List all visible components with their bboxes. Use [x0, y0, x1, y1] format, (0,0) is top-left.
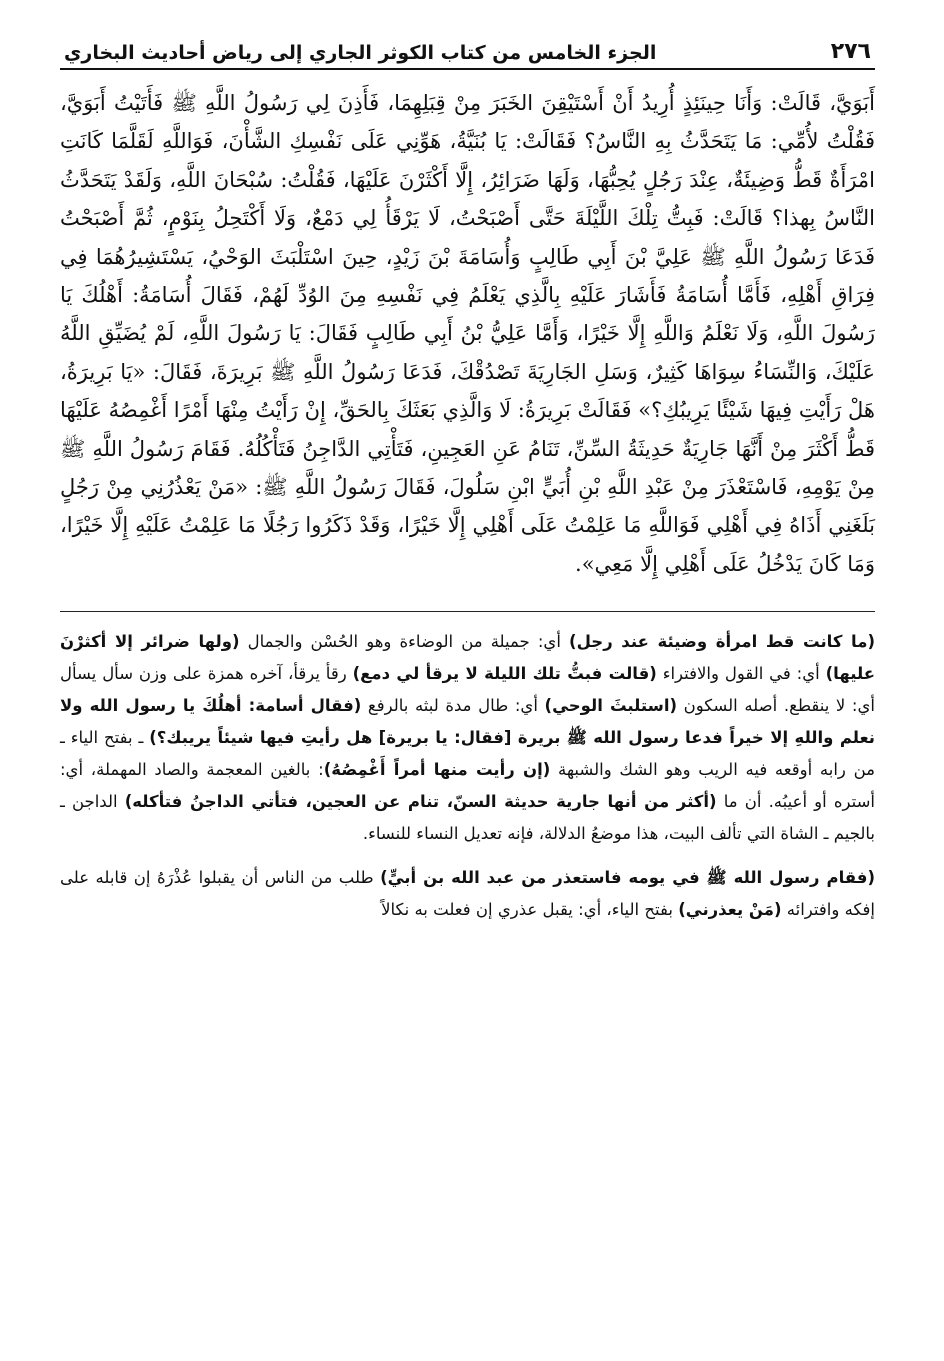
commentary-segment: (ولها ضرائر إلا أكثرْنَ عليها) [60, 632, 875, 684]
commentary-segment: : بالغين المعجمة والصاد المهملة، أي: أستره أو أعيبُه. أن ما [60, 760, 875, 812]
commentary-paragraph [60, 626, 875, 850]
commentary-segment: الداجن ـ بالجيم ـ الشاة التي تألف البيت، هذا موضعُ الدلالة، فإنه تعديل النساء للنساء. [60, 792, 875, 844]
commentary-segment: (مَنْ يعذرني) [678, 900, 782, 920]
page-header [60, 30, 875, 70]
hadith-paragraph: أَبَوَيَّ، قَالَتْ: وَأَنَا حِينَئِذٍ أُرِيدُ أَنْ أَسْتَيْقِنَ الخَبَرَ مِنْ قِبَلِهِمَا، فَأَذِنَ لِي رَسُولُ اللَّهِ ﷺ فَأَتَيْتُ أَبَوَيَّ، فَقُلْتُ لأُمِّي: مَا يَتَحَدَّثُ بِهِ النَّاسُ؟ فَقَالَتْ: يَا بُنَيَّةُ، هَوِّنِي عَلَى نَفْسِكِ الشَّأْنَ، فَوَاللَّهِ لَقَلَّمَا كَانَتِ امْرَأَةٌ قَطُّ وَضِيئَةٌ، عِنْدَ رَجُلٍ يُحِبُّهَا، وَلَهَا ضَرَائِرُ، إِلَّا أَكْثَرْنَ عَلَيْهَا، فَقُلْتُ: سُبْحَانَ اللَّهِ، وَلَقَدْ يَتَحَدَّثُ النَّاسُ بِهذا؟ قَالَتْ: فَبِتُّ تِلْكَ اللَّيْلَةَ حَتَّى أَصْبَحْتُ، لَا يَرْقَأُ لِي دَمْعٌ، وَلَا أَكْتَحِلُ بِنَوْمٍ، ثُمَّ أَصْبَحْتُ فَدَعَا رَسُولُ اللَّهِ ﷺ عَلِيَّ بْنَ أَبِي طَالِبٍ وَأُسَامَةَ بْنَ زَيْدٍ، حِينَ اسْتَلْبَثَ الوَحْيُ، يَسْتَشِيرُهُمَا فِي فِرَاقِ أَهْلِهِ، فَأَمَّا أُسَامَةُ فَأَشَارَ عَلَيْهِ بِالَّذِي يَعْلَمُ فِي نَفْسِهِ مِنَ الوُدِّ لَهُمْ، فَقَالَ أُسَامَةُ: أَهْلُكَ يَا رَسُولَ اللَّهِ، وَلَا نَعْلَمُ وَاللَّهِ إِلَّا خَيْرًا، وَأَمَّا عَلِيُّ بْنُ أَبِي طَالِبٍ فَقَالَ: يَا رَسُولَ اللَّهِ، لَمْ يُضَيِّقِ اللَّهُ عَلَيْكَ، وَالنِّسَاءُ سِوَاهَا كَثِيرٌ، وَسَلِ الجَارِيَةَ تَصْدُقْكَ، فَدَعَا رَسُولُ اللَّهِ ﷺ بَرِيرَةَ، فَقَالَ: «يَا بَرِيرَةُ، هَلْ رَأَيْتِ فِيهَا شَيْئًا يَرِيبُكِ؟» فَقَالَتْ بَرِيرَةُ: لَا وَالَّذِي بَعَثَكَ بِالحَقِّ، إِنْ رَأَيْتُ مِنْهَا أَمْرًا أَغْمِصُهُ عَلَيْهَا قَطُّ أَكْثَرَ مِنْ أَنَّهَا جَارِيَةٌ حَدِيثَةُ السِّنِّ، تَنَامُ عَنِ العَجِينِ، فَتَأْتِي الدَّاجِنُ فَتَأْكُلُهُ. فَقَامَ رَسُولُ اللَّهِ ﷺ مِنْ يَوْمِهِ، فَاسْتَعْذَرَ مِنْ عَبْدِ اللَّهِ بْنِ أُبَيٍّ ابْنِ سَلُولَ، فَقَالَ رَسُولُ اللَّهِ ﷺ: «مَنْ يَعْذُرُنِي مِنْ رَجُلٍ بَلَغَنِي أَذَاهُ فِي أَهْلِي فَوَاللَّهِ مَا عَلِمْتُ عَلَى أَهْلِي إِلَّا خَيْرًا، وَقَدْ ذَكَرُوا رَجُلًا مَا عَلِمْتُ عَلَيْهِ إِلَّا خَيْرًا، وَمَا كَانَ يَدْخُلُ عَلَى أَهْلِي إِلَّا مَعِي». [60, 91, 875, 576]
commentary-block [60, 626, 875, 926]
commentary-segment: (قالت فبتُّ تلك الليلة لا يرقأ لي دمع) [352, 664, 657, 684]
commentary-segment: ـ بفتح الياء ـ من رابه أوقعه فيه الريب وهو الشك والشبهة [60, 728, 875, 780]
commentary-segment: طلب من الناس أن يقبلوا عُذْرَهُ إن قابله على إفكه وافترائه [60, 868, 875, 920]
page-number: ٢٧٦ [830, 39, 871, 64]
book-page [60, 30, 875, 1340]
commentary-segment: (ما كانت قط امرأة وضيئة عند رجل) [569, 632, 875, 652]
commentary-segment: أي: في القول والافتراء [656, 664, 826, 684]
commentary-segment: بفتح الياء، أي: يقبل عذري إن فعلت به نكالاً [381, 900, 679, 920]
commentary-segment: (فقام رسول الله ﷺ في يومه فاستعذر من عبد الله بن أبيٍّ) [380, 868, 876, 888]
running-title: الجزء الخامس من كتاب الكوثر الجاري إلى رياض أحاديث البخاري [64, 42, 657, 64]
commentary-segment: (إن رأيت منها أمراً أَغْمِصُهُ) [323, 760, 551, 780]
commentary-segment: أي: طال مدة لبثه بالرفع [361, 696, 545, 716]
footnote-separator [60, 611, 875, 612]
commentary-segment: أي: جميلة من الوضاءة وهو الحُسْن والجمال [239, 632, 570, 652]
commentary-segment: رقأ يرقأ، آخره همزة على وزن سأل يسأل أي: لا ينقطع. أصله السكون [60, 664, 875, 716]
commentary-paragraph [60, 862, 875, 926]
hadith-text-block [60, 84, 875, 583]
commentary-segment: (أكثر من أنها جارية حديثة السنّ، تنام عن العجين، فتأتي الداجنُ فتأكله) [124, 792, 717, 812]
commentary-segment: (استلبثَ الوحي) [544, 696, 678, 716]
commentary-segment: (فقال أسامة: أهلُكَ يا رسول الله ولا نعلم واللهِ إلا خيراً فدعا رسول الله ﷺ بريرة [فقال: يا بريرة] هل رأيتِ فيها شيئاً يريبك؟) [60, 696, 876, 748]
